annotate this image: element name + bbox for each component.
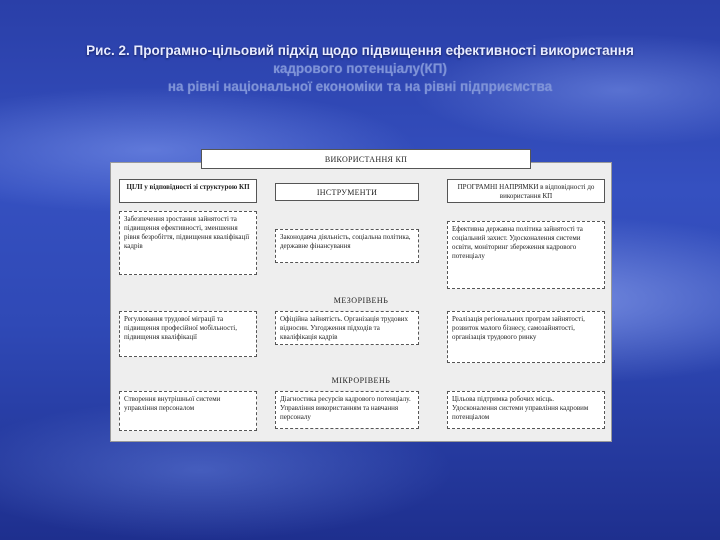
diagram-top-header: ВИКОРИСТАННЯ КП xyxy=(201,149,531,169)
meso-programs-box: Реалізація регіональних програм зайнятості, розвиток малого бізнесу, самозайнятості, організація трудового ринку xyxy=(447,311,605,363)
diagram-panel xyxy=(110,155,612,442)
title-line-2: кадрового потенціалу(КП) xyxy=(273,61,447,76)
tools-column-header: ІНСТРУМЕНТИ xyxy=(275,183,419,201)
micro-tools-box: Діагностика ресурсів кадрового потенціалу. Управління використанням та навчання персоналу xyxy=(275,391,419,429)
micro-goals-box: Створення внутрішньої системи управління персоналом xyxy=(119,391,257,431)
title-line-3: на рівні національної економіки та на рівні підприємства xyxy=(167,79,553,94)
goals-column-header: ЦІЛІ у відповідності зі структурою КП xyxy=(119,179,257,203)
national-goals-box: Забезпечення зростання зайнятості та підвищення ефективності, зменшення рівня безробіття, підвищення кваліфікації кадрів xyxy=(119,211,257,275)
meso-tools-box: Офіційна зайнятість. Організація трудових відносин. Узгодження підходів та кваліфікація кадрів xyxy=(275,311,419,345)
programs-column-header: ПРОГРАМНІ НАПРЯМКИ в відповідності до використання КП xyxy=(447,179,605,203)
micro-programs-box: Цільова підтримка робочих місць. Удосконалення системи управління кадровим потенціалом xyxy=(447,391,605,429)
meso-goals-box: Регулювання трудової міграції та підвищення професійної мобільності, підвищення кваліфікації xyxy=(119,311,257,357)
micro-level-label: МІКРОРІВЕНЬ xyxy=(331,376,391,385)
meso-level-label: МЕЗОРІВЕНЬ xyxy=(333,296,389,305)
national-tools-box: Законодавча діяльність, соціальна політика, державне фінансування xyxy=(275,229,419,263)
title-line-1: Рис. 2. Програмно-цільовий підхід щодо підвищення ефективності використання xyxy=(86,43,634,58)
national-programs-box: Ефективна державна політика зайнятості та соціальний захист. Удосконалення системи освіти, моніторинг збереження кадрового потенціалу xyxy=(447,221,605,289)
slide-title xyxy=(20,42,700,96)
